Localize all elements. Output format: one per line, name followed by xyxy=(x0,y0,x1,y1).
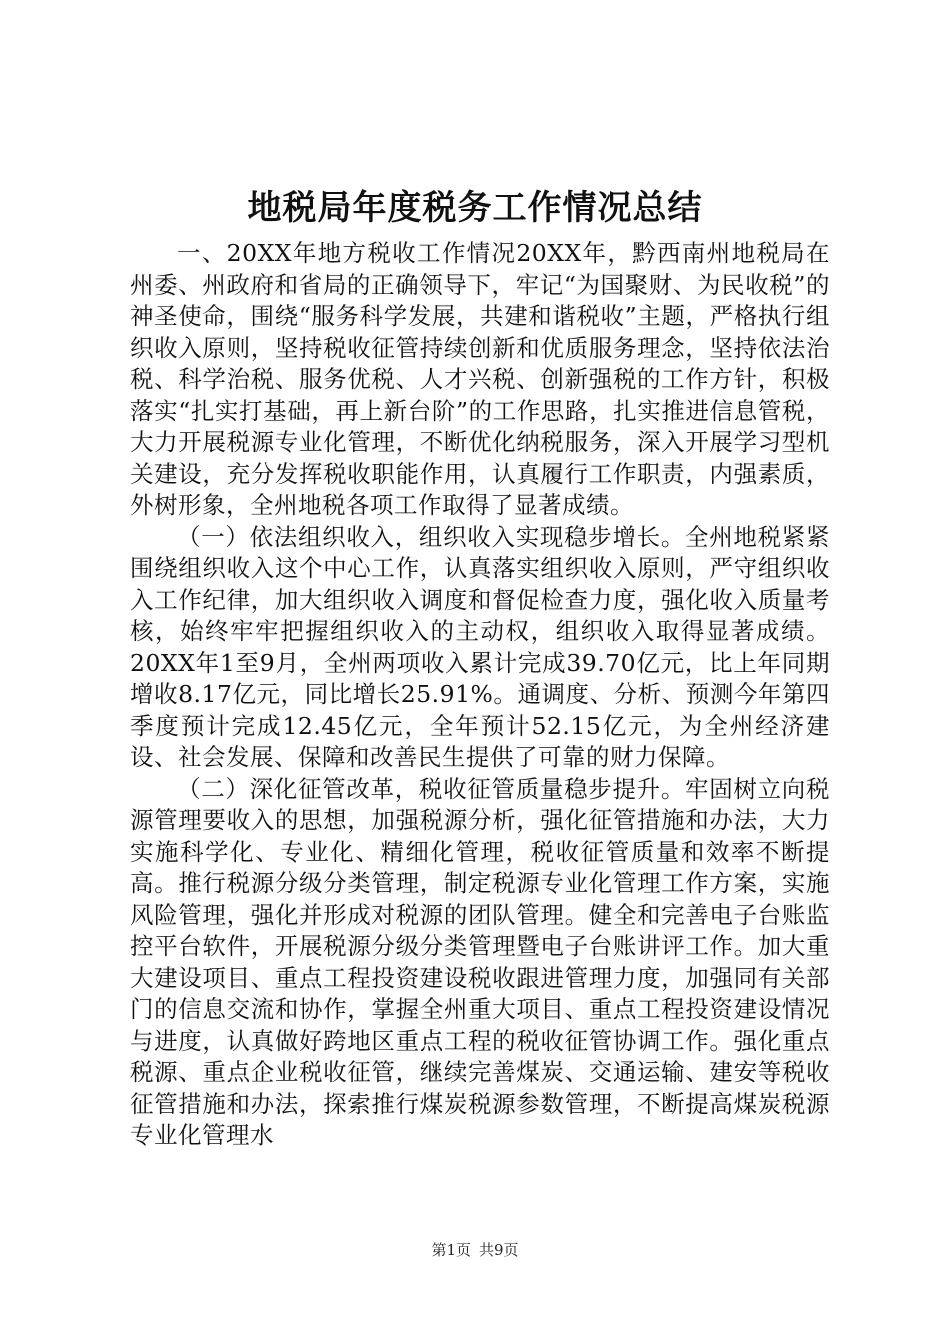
page-number-total: 共9页 xyxy=(479,1241,519,1259)
document-body xyxy=(130,238,830,1152)
page-footer xyxy=(0,1240,950,1260)
paragraph-section-2: （二）深化征管改革，税收征管质量稳步提升。牢固树立向税源管理要收入的思想，加强税源分析，强化征管措施和办法，大力实施科学化、专业化、精细化管理，税收征管质量和效率不断提高。推行税源分级分类管理，制定税源专业化管理工作方案，实施风险管理，强化并形成对税源的团队管理。健全和完善电子台账监控平台软件，开展税源分级分类管理暨电子台账讲评工作。加大重大建设项目、重点工程投资建设税收跟进管理力度，加强同有关部门的信息交流和协作，掌握全州重大项目、重点工程投资建设情况与进度，认真做好跨地区重点工程的税收征管协调工作。强化重点税源、重点企业税收征管，继续完善煤炭、交通运输、建安等税收征管措施和办法，探索推行煤炭税源参数管理，不断提高煤炭税源专业化管理水 xyxy=(130,774,830,1149)
document-title: 地税局年度税务工作情况总结 xyxy=(247,188,703,228)
page-number-current: 第1页 xyxy=(431,1241,471,1259)
paragraph-section-1: （一）依法组织收入，组织收入实现稳步增长。全州地税紧紧围绕组织收入这个中心工作，认真落实组织收入原则，严守组织收入工作纪律，加大组织收入调度和督促检查力度，强化收入质量考核，始终牢牢把握组织收入的主动权，组织收入取得显著成绩。20XX年1至9月，全州两项收入累计完成39.70亿元，比上年同期增收8.17亿元，同比增长25.91%。通调度、分析、预测今年第四季度预计完成12.45亿元，全年预计52.15亿元，为全州经济建设、社会发展、保障和改善民生提供了可靠的财力保障。 xyxy=(130,522,830,771)
paragraph-intro: 一、20XX年地方税收工作情况20XX年，黔西南州地税局在州委、州政府和省局的正确领导下，牢记“为国聚财、为民收税”的神圣使命，围绕“服务科学发展，共建和谐税收”主题，严格执行组织收入原则，坚持税收征管持续创新和优质服务理念，坚持依法治税、科学治税、服务优税、人才兴税、创新强税的工作方针，积极落实“扎实打基础，再上新台阶”的工作思路，扎实推进信息管税，大力开展税源专业化管理，不断优化纳税服务，深入开展学习型机关建设，充分发挥税收职能作用，认真履行工作职责，内强素质，外树形象，全州地税各项工作取得了显著成绩。 xyxy=(130,239,830,519)
